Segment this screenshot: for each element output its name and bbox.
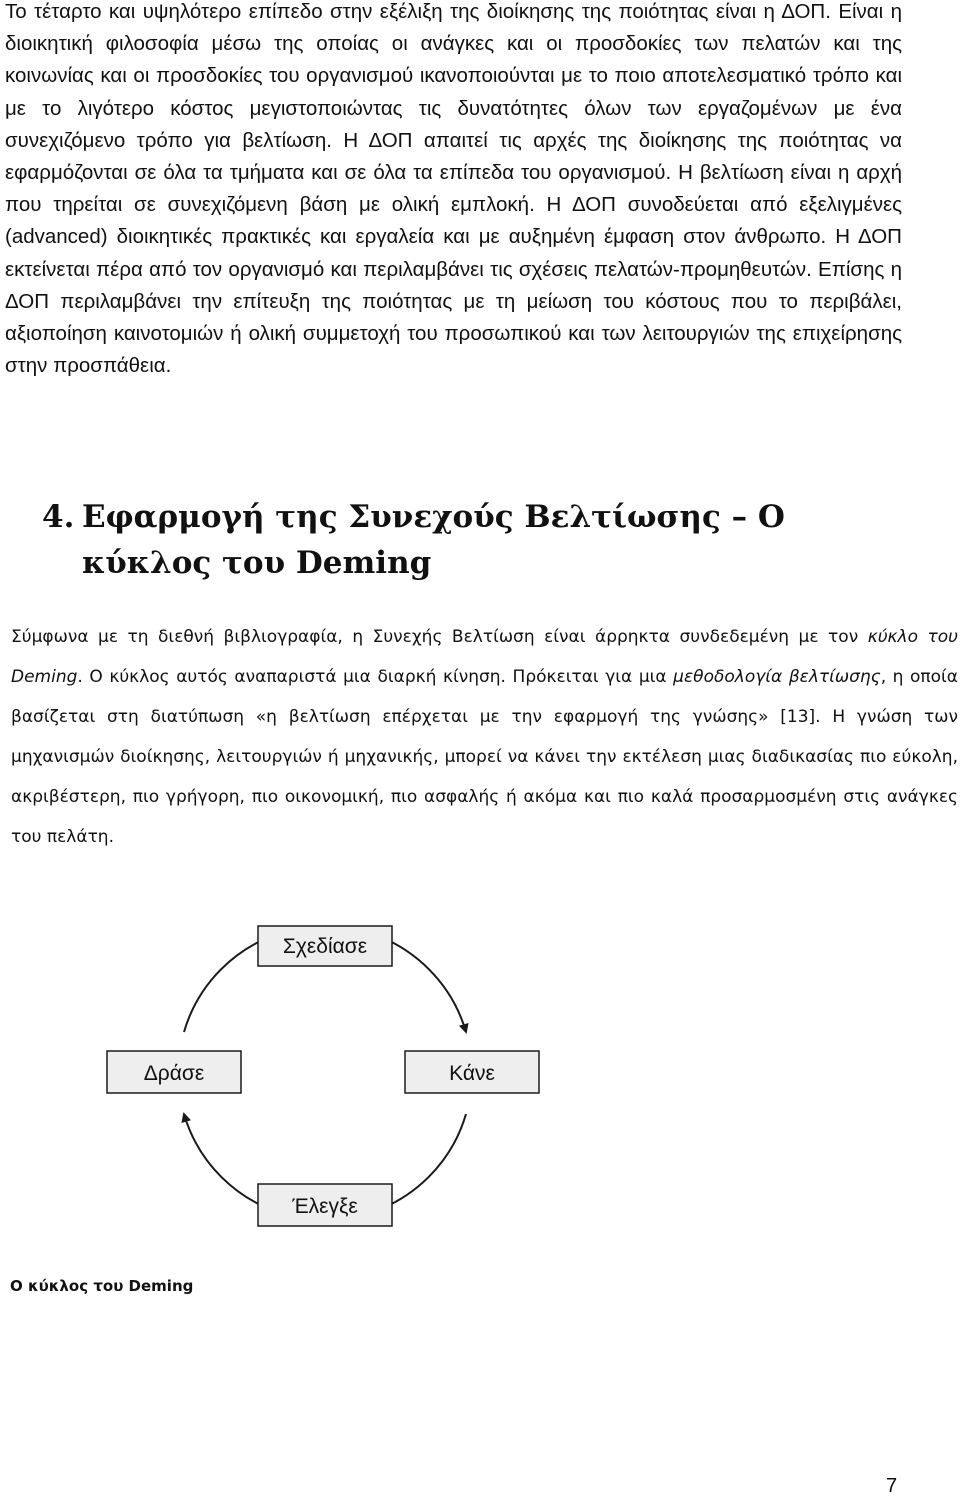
paragraph-text-2: . Ο κύκλος αυτός αναπαριστά μια διαρκή κίνηση. Πρόκειται για μια: [77, 667, 674, 687]
section-number: 4.: [42, 499, 75, 535]
deming-cycle-diagram: [0, 900, 960, 1260]
paragraph-text-1: Σύμφωνα με τη διεθνή βιβλιογραφία, η Συνεχής Βελτίωση είναι άρρηκτα συνδεδεμένη με τον: [11, 627, 868, 647]
page-number: 7: [886, 1475, 898, 1497]
deming-paragraph: [11, 617, 958, 857]
act-box: [107, 1051, 241, 1093]
check-box: [258, 1184, 392, 1226]
section-title: Εφαρμογή της Συνεχούς Βελτίωσης – Ο κύκλος του Deming: [82, 499, 785, 581]
plan-box: [258, 926, 392, 966]
paragraph-text-3: , η οποία βασίζεται στη διατύπωση «η βελτίωση επέρχεται με την εφαρμογή της γνώσης» [13]. Η γνώση των μηχανισμών διοίκησης, λειτουργιών ή μηχανικής, μπορεί να κάνει την εκτέλεση μιας διαδικασίας πιο εύκολη, ακριβέστερη, πιο γρήγορη, πιο οικονομική, πιο ασφαλής ή ακόμα και πιο καλά προσαρμοσμένη στις ανάγκες του πελάτη.: [11, 667, 958, 847]
do-label: Κάνε: [449, 1062, 495, 1085]
intro-paragraph: Το τέταρτο και υψηλότερο επίπεδο στην εξέλιξη της διοίκησης της ποιότητας είναι η ΔΟΠ. Είναι η διοικητική φιλοσοφία μέσω της οποίας οι ανάγκες και οι προσδοκίες των πελατών και της κοινωνίας και οι προσδοκίες του οργανισμού ικανοποιούνται με το ποιο αποτελεσματικό τρόπο και με το λιγότερο κόστος μεγιστοποιώντας τις δυνατότητες όλων των εργαζομένων με ένα συνεχιζόμενο τρόπο για βελτίωση. Η ΔΟΠ απαιτεί τις αρχές της διοίκησης της ποιότητας να εφαρμόζονται σε όλα τα τμήματα και σε όλα τα επίπεδα του οργανισμού. Η βελτίωση είναι η αρχή που τηρείται σε συνεχιζόμενη βάση με ολική εμπλοκή. Η ΔΟΠ συνοδεύεται από εξελιγμένες (advanced) διοικητικές πρακτικές και εργαλεία και με αυξημένη έμφαση στον άνθρωπο. Η ΔΟΠ εκτείνεται πέρα από τον οργανισμό και περιλαμβάνει τις σχέσεις πελατών-προμηθευτών. Επίσης η ΔΟΠ περιλαμβάνει την επίτευξη της ποιότητας με τη μείωση του κόστους που το περιβάλει, αξιοποίηση καινοτομιών ή ολική συμμετοχή του προσωπικού και των λειτουργιών της επιχείρησης στην προσπάθεια.: [5, 0, 902, 378]
italic-term-deming-cycle: κύκλο του Deming: [11, 627, 958, 687]
plan-label: Σχεδίασε: [282, 935, 368, 958]
italic-term-methodology: μεθοδολογία βελτίωσης: [673, 667, 881, 687]
do-box: [405, 1051, 539, 1093]
act-label: Δράσε: [143, 1062, 205, 1085]
section-heading: [42, 494, 922, 586]
figure-caption: Ο κύκλος του Deming: [10, 1277, 194, 1295]
check-label: Έλεγξε: [292, 1195, 358, 1218]
